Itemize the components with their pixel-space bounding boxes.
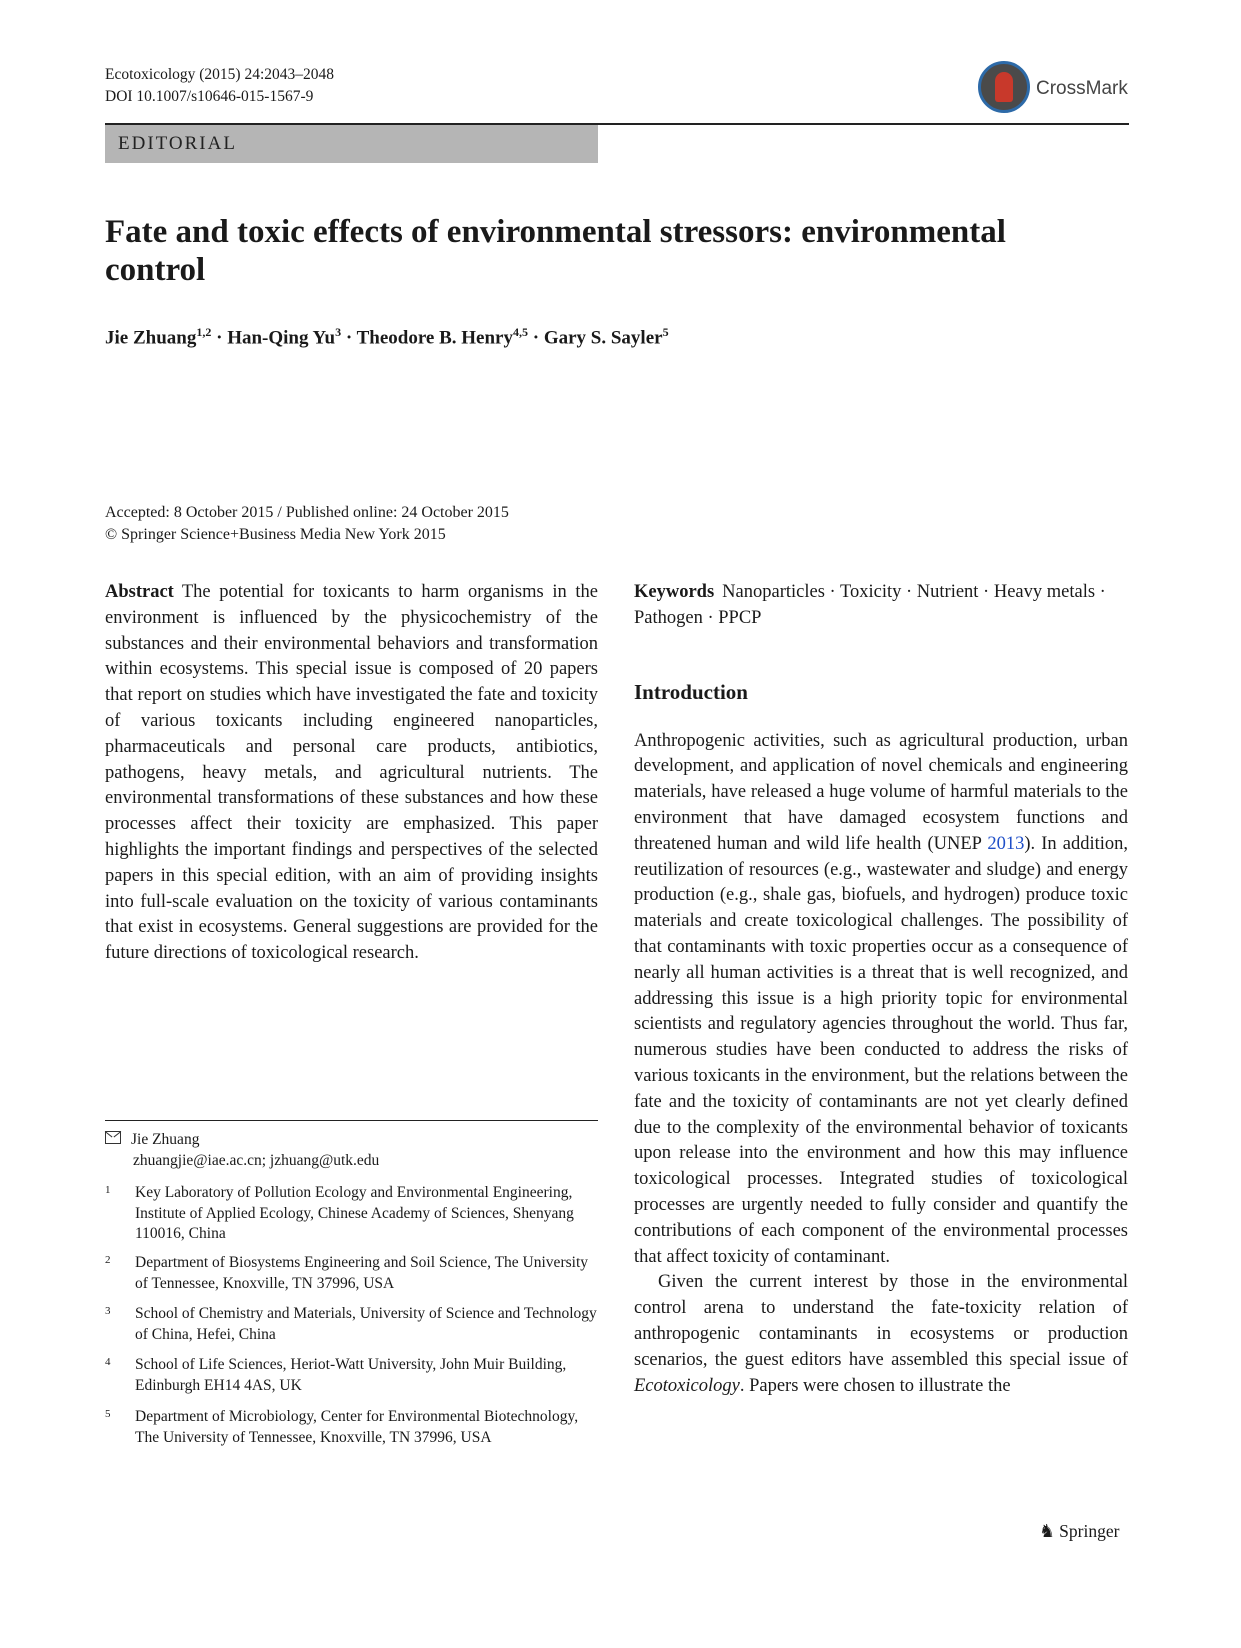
intro-p1-text: Anthropogenic activities, such as agricultural production, urban development, and application of novel chemicals and engineering materials, have released a huge volume of harmful materials to the environment that have damaged ecosystem functions and threatened human and wild life health (UNEP [634, 730, 1128, 854]
accepted-published-line: Accepted: 8 October 2015 / Published online: 24 October 2015 [105, 504, 509, 521]
springer-horse-icon: ♞ [1039, 1521, 1056, 1541]
article-title: Fate and toxic effects of environmental stressors: environmental control [105, 214, 1006, 288]
author-affiliation-sup: 4,5 [512, 325, 528, 339]
affiliation-text: Department of Microbiology, Center for Environmental Biotechnology, The University of Tennessee, Knoxville, TN 37996, USA [135, 1408, 579, 1446]
affiliation-number: 2 [105, 1254, 111, 1266]
intro-p2-text: Given the current interest by those in the environmental control arena to understand the fate-toxicity relation of anthropogenic contaminants in ecosystems or production scenarios, the guest editors have assembled this special issue of [634, 1272, 1128, 1370]
affiliation-number: 5 [105, 1408, 111, 1420]
section-heading-introduction: Introduction [634, 679, 748, 704]
intro-p1-text-cont: ). In addition, reutilization of resources (e.g., wastewater and sludge) and energy production (e.g., shale gas, biofuels, and hydrogen) produce toxic materials and create toxicological challenges. The possibility of that contaminants with toxic properties occur as a consequence of nearly all human activities is a threat that is well recognized, and addressing this issue is a high priority topic for environmental scientists and regulatory agencies throughout the world. Thus far, numerous studies have been conducted to address the risks of various toxicants in the environment, but the relations between the fate and the toxicity of contaminants are not yet clearly defined due to the complexity of the environmental behavior of toxicants upon release into the environment and how this may influence toxicological processes. Integrated studies of toxicological processes are urgently needed to fully consider and quantify the contributions of each component of the environmental processes that affect toxicity of contaminant. [634, 833, 1129, 1267]
affiliation [105, 1407, 598, 1448]
author-name[interactable]: Theodore B. Henry [356, 327, 513, 349]
crossmark-badge[interactable] [978, 58, 1128, 116]
author-list [105, 325, 669, 349]
affiliation [105, 1183, 598, 1245]
intro-paragraph-1 [634, 729, 1128, 1271]
correspondence [105, 1130, 598, 1171]
keywords [634, 580, 1128, 632]
right-column [634, 580, 1128, 1399]
keywords-label: Keywords [634, 582, 715, 602]
copyright-line: © Springer Science+Business Media New York 2015 [105, 526, 446, 543]
article-type-label: EDITORIAL [118, 133, 237, 154]
corresponding-author-emails[interactable]: zhuangjie@iae.ac.cn; jzhuang@utk.edu [133, 1151, 380, 1169]
author-affiliation-sup: 1,2 [196, 325, 212, 339]
crossmark-icon [978, 61, 1030, 113]
author-affiliation-sup: 3 [335, 325, 342, 339]
author-separator: · [341, 327, 357, 349]
affiliation-text: School of Life Sciences, Heriot-Watt University, John Muir Building, Edinburgh EH14 4AS, UK [135, 1356, 567, 1394]
author-affiliation-sup: 5 [662, 325, 669, 339]
publication-dates [105, 502, 509, 546]
journal-line: Ecotoxicology (2015) 24:2043–2048 [105, 66, 335, 83]
doi-line[interactable]: DOI 10.1007/s10646-015-1567-9 [105, 88, 314, 105]
affiliation [105, 1304, 598, 1345]
affiliation [105, 1253, 598, 1294]
keywords-text: Nanoparticles · Toxicity · Nutrient · Heavy metals · Pathogen · PPCP [634, 582, 1106, 628]
affiliation-number: 3 [105, 1305, 111, 1317]
envelope-icon [105, 1131, 121, 1144]
journal-name-italic: Ecotoxicology [634, 1375, 740, 1396]
author-separator: · [527, 327, 544, 349]
crossmark-label: CrossMark [1036, 78, 1128, 99]
affiliation [105, 1355, 598, 1396]
journal-citation [105, 64, 334, 108]
corresponding-author-name: Jie Zhuang [131, 1131, 200, 1148]
publisher-footer [1039, 1521, 1119, 1542]
left-column [105, 580, 598, 967]
author-name[interactable]: Jie Zhuang [105, 327, 197, 349]
affiliation-number: 1 [105, 1184, 111, 1196]
citation-link[interactable]: 2013 [987, 833, 1025, 854]
intro-paragraph-2 [634, 1270, 1128, 1399]
abstract-label: Abstract [105, 582, 174, 602]
affiliation-text: Key Laboratory of Pollution Ecology and Environmental Engineering, Institute of Applied Ecology, Chinese Academy of Sciences, Shenyang 110016, China [135, 1184, 574, 1242]
footnote-rule [105, 1120, 598, 1121]
affiliation-text: School of Chemistry and Materials, University of Science and Technology of China, Hefei, China [135, 1305, 597, 1343]
publisher-name: Springer [1059, 1521, 1120, 1541]
abstract-text: The potential for toxicants to harm organisms in the environment is influenced by the physicochemistry of the substances and their environmental behaviors and transformation within ecosystems. This special issue is composed of 20 papers that report on studies which have investigated the fate and toxicity of various toxicants including engineered nanoparticles, pharmaceuticals and personal care products, antibiotics, pathogens, heavy metals, and agricultural nutrients. The environmental transformations of these substances and how these processes affect their toxicity are emphasized. This paper highlights the important findings and perspectives of the selected papers in this special edition, with an aim of providing insights into full-scale evaluation on the toxicity of various contaminants that exist in ecosystems. General suggestions are provided for the future directions of toxicological research. [105, 582, 598, 964]
intro-p2-text-cont: . Papers were chosen to illustrate the [739, 1375, 1011, 1396]
abstract [105, 580, 598, 967]
author-name[interactable]: Gary S. Sayler [543, 327, 663, 349]
article-type-bar [105, 125, 598, 163]
affiliation-text: Department of Biosystems Engineering and Soil Science, The University of Tennessee, Knoxville, TN 37996, USA [135, 1254, 588, 1292]
author-separator: · [211, 327, 228, 349]
author-name[interactable]: Han-Qing Yu [227, 327, 336, 349]
affiliation-number: 4 [105, 1356, 111, 1368]
